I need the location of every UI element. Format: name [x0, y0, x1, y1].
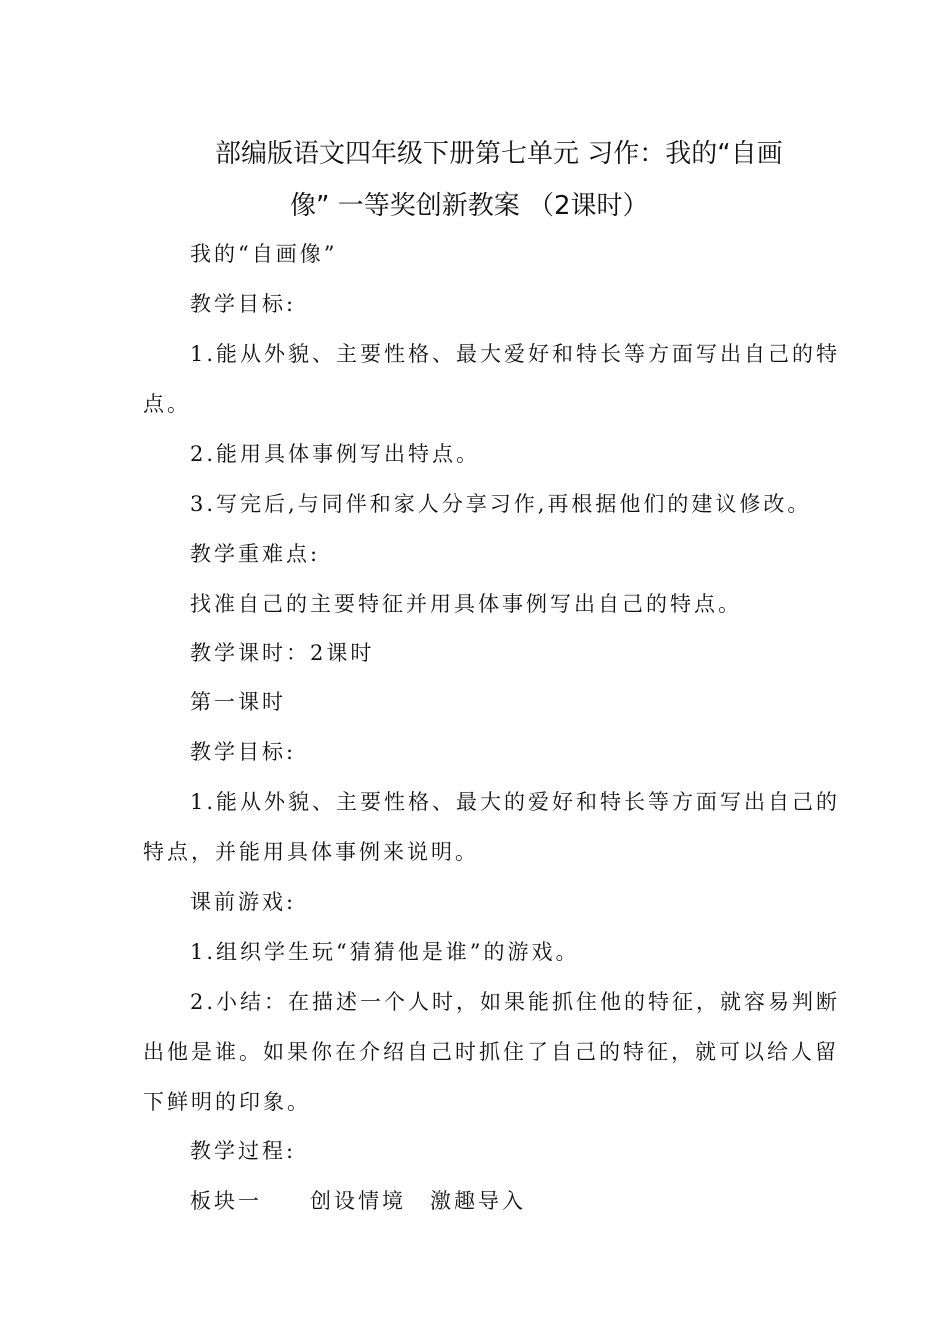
document-title-line-1: 部编版语文四年级下册第七单元 习作：我的“自画: [215, 139, 783, 169]
document-title-line-2: 像” 一等奖创新教案 （2课时）: [290, 191, 649, 221]
class-hours: 教学课时：2课时: [190, 641, 375, 665]
game-summary-line-1: 2.小结：在描述一个人时，如果能抓住他的特征，就容易判断: [190, 990, 841, 1014]
pre-class-game-label: 课前游戏:: [190, 890, 297, 914]
goal-3: 3.写完后,与同伴和家人分享习作,再根据他们的建议修改。: [190, 492, 812, 516]
lesson-one-heading: 第一课时: [190, 690, 286, 714]
lesson-goal-label: 教学目标:: [190, 740, 297, 764]
goal-label: 教学目标:: [190, 292, 297, 316]
block-one-heading: 板块一 创设情境 激趣导入: [190, 1189, 526, 1213]
goal-1-line-2: 点。: [143, 392, 191, 416]
lesson-goal-1-line-1: 1.能从外貌、主要性格、最大的爱好和特长等方面写出自己的: [190, 790, 841, 814]
goal-1-line-1: 1.能从外貌、主要性格、最大爱好和特长等方面写出自己的特: [190, 342, 841, 366]
goal-2: 2.能用具体事例写出特点。: [190, 442, 481, 466]
lesson-goal-1-line-2: 特点，并能用具体事例来说明。: [143, 840, 479, 864]
key-points-label: 教学重难点:: [190, 542, 321, 566]
teaching-process-label: 教学过程:: [190, 1139, 297, 1163]
game-summary-line-2: 出他是谁。如果你在介绍自己时抓住了自己的特征，就可以给人留: [143, 1040, 839, 1064]
key-points-text: 找准自己的主要特征并用具体事例写出自己的特点。: [190, 592, 742, 616]
section-heading: 我的“自画像”: [190, 242, 338, 266]
game-step-1: 1.组织学生玩“猜猜他是谁”的游戏。: [190, 940, 580, 964]
game-summary-line-3: 下鲜明的印象。: [143, 1090, 311, 1114]
